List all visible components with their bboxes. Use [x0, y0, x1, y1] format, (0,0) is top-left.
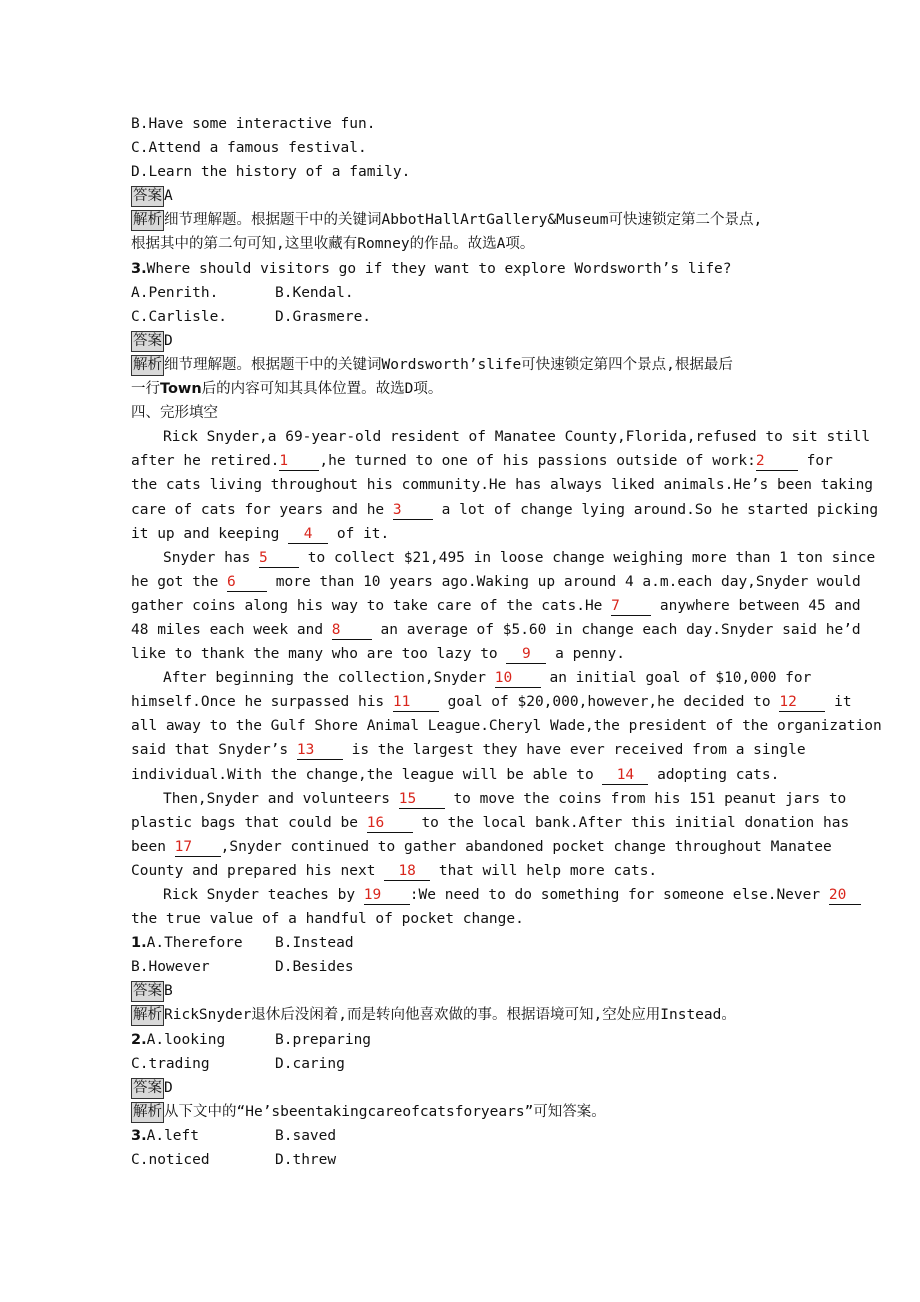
passage-text: County and prepared his next: [131, 862, 376, 879]
passage-line: [131, 859, 791, 883]
passage-text: individual.With the change,the league will be able to: [131, 766, 594, 783]
option-row: [131, 1052, 791, 1076]
answer-line: [131, 979, 791, 1003]
blank-17: 17: [175, 838, 221, 857]
blank-1: 1: [279, 452, 319, 471]
passage-text: it up and keeping: [131, 525, 280, 542]
blank-6: 6: [227, 573, 267, 592]
passage-line: [131, 835, 832, 859]
passage-line: [131, 666, 812, 690]
option-a: A.left: [146, 1127, 199, 1144]
option-d: D.threw: [275, 1152, 337, 1169]
passage-text: an initial goal of $10,000 for: [549, 670, 812, 687]
passage-line: the true value of a handful of pocket change.: [131, 911, 524, 928]
passage-text: plastic bags that could be: [131, 814, 358, 831]
analysis-tag: 解析: [131, 1102, 164, 1123]
passage-line: [131, 811, 850, 835]
question-number: 2.: [131, 1031, 147, 1048]
analysis-text: 细节理解题。根据题干中的关键词Wordsworth’slife可快速锁定第四个景点,根据最后: [164, 356, 733, 373]
option-d: D.caring: [275, 1055, 345, 1072]
blank-2: 2: [756, 452, 798, 471]
blank-16: 16: [367, 814, 413, 833]
blank-11: 11: [393, 693, 439, 712]
question-number: 3.: [131, 260, 147, 277]
analysis-line: [131, 353, 791, 377]
passage-line: [131, 883, 847, 907]
question-text: Where should visitors go if they want to explore Wordsworth’s life?: [146, 260, 732, 277]
passage-text: :We need to do something for someone else.Never: [409, 887, 821, 903]
passage-text: Then,Snyder and volunteers: [163, 790, 390, 807]
analysis-text: 细节理解题。根据题干中的关键词AbbotHallArtGallery&Museum可快速锁定第二个景点,: [164, 212, 763, 229]
passage-line: Rick Snyder,a 69-year-old resident of Manatee County,Florida,refused to sit still: [163, 429, 871, 446]
passage-text: he got the: [131, 573, 219, 590]
answer-line: [131, 1076, 791, 1100]
section-title: 四、完形填空: [131, 405, 218, 422]
option-a: A.Penrith.: [131, 284, 219, 301]
passage-line: [131, 642, 791, 666]
passage-text: of it.: [336, 525, 390, 542]
blank-4: 4: [288, 525, 328, 544]
option-b: B.saved: [275, 1127, 337, 1144]
analysis-text: 从下文中的“He’sbeentakingcareofcatsforyears”可知答案。: [164, 1103, 606, 1120]
analysis-tag: 解析: [131, 355, 164, 376]
analysis-line: [131, 1003, 791, 1027]
document-page: [131, 112, 882, 1172]
analysis-text: 后的内容可知其具体位置。故选D项。: [201, 381, 443, 398]
question-3-stem: [131, 257, 791, 281]
passage-text: himself.Once he surpassed his: [131, 694, 385, 711]
passage-text: more than 10 years ago.Waking up around 4 a.m.each day,Snyder would: [275, 573, 861, 590]
passage-text: care of cats for years and he: [131, 501, 385, 518]
passage-line: [131, 787, 847, 811]
question-number: 1.: [131, 935, 147, 952]
answer-value: A: [164, 188, 173, 205]
option-b: B.Instead: [275, 935, 354, 952]
passage-line: [131, 546, 876, 570]
option-row: [131, 1028, 791, 1052]
option-d: D.Besides: [275, 959, 354, 976]
option-b: B.Kendal.: [275, 284, 354, 301]
answer-value: B: [164, 983, 173, 1000]
option-row: [131, 931, 791, 955]
passage-text: ,Snyder continued to gather abandoned pocket change throughout Manatee: [220, 838, 832, 855]
answer-value: D: [164, 332, 173, 349]
analysis-text: 一行: [131, 381, 160, 398]
passage-line: all away to the Gulf Shore Animal League.Cheryl Wade,the president of the organization: [131, 718, 882, 735]
option-c: C.trading: [131, 1055, 210, 1072]
passage-line: [131, 618, 861, 642]
answer-value: D: [164, 1079, 173, 1096]
passage-text: that will help more cats.: [438, 862, 658, 879]
blank-13: 13: [297, 741, 343, 760]
analysis-line: [131, 1100, 791, 1124]
passage-text: a penny.: [555, 646, 625, 663]
answer-tag: 答案: [131, 1078, 164, 1099]
option-a: A.looking: [146, 1031, 226, 1048]
option-c: C.Attend a famous festival.: [131, 140, 367, 157]
passage-text: Snyder has: [163, 549, 251, 566]
option-c: B.However: [131, 959, 210, 976]
blank-8: 8: [332, 621, 372, 640]
passage-text: adopting cats.: [657, 766, 780, 783]
passage-text: said that Snyder’s: [131, 742, 289, 759]
passage-text: anywhere between 45 and: [659, 597, 861, 614]
passage-line: [131, 690, 852, 714]
blank-20: 20: [829, 886, 861, 905]
blank-10: 10: [495, 669, 541, 688]
option-row: [131, 305, 791, 329]
analysis-text: RickSnyder退休后没闲着,而是转向他喜欢做的事。根据语境可知,空处应用Instead。: [164, 1007, 736, 1024]
passage-text: to move the coins from his 151 peanut jars to: [453, 790, 847, 807]
analysis-line-2: [131, 377, 791, 401]
analysis-keyword: Town: [160, 381, 202, 398]
option-row: [131, 955, 791, 979]
passage-line: [131, 498, 879, 522]
passage-line: [131, 522, 791, 546]
passage-text: after he retired.: [131, 453, 280, 470]
passage-text: goal of $20,000,however,he decided to: [447, 694, 771, 711]
option-row: [131, 281, 791, 305]
passage-line: the cats living throughout his community.He has always liked animals.He’s been taking: [131, 477, 874, 494]
option-b: B.preparing: [275, 1031, 372, 1048]
question-number: 3.: [131, 1127, 147, 1144]
passage-line: [131, 738, 806, 762]
passage-text: for: [806, 453, 833, 470]
passage-text: gather coins along his way to take care of the cats.He: [131, 597, 603, 614]
option-a: A.Therefore: [146, 935, 243, 952]
option-b: B.Have some interactive fun.: [131, 116, 376, 132]
passage-text: to collect $21,495 in loose change weighing more than 1 ton since: [307, 549, 876, 566]
option-c: C.Carlisle.: [131, 308, 228, 325]
passage-text: it: [834, 694, 852, 711]
blank-14: 14: [602, 766, 648, 785]
blank-9: 9: [506, 645, 546, 664]
blank-18: 18: [384, 862, 430, 881]
passage-text: 48 miles each week and: [131, 621, 324, 638]
blank-19: 19: [364, 886, 410, 905]
answer-tag: 答案: [131, 186, 164, 207]
answer-line: [131, 184, 791, 208]
answer-line: [131, 329, 791, 353]
blank-7: 7: [611, 597, 651, 616]
blank-15: 15: [399, 790, 445, 809]
passage-text: to the local bank.After this initial donation has: [421, 814, 850, 831]
passage-line: [131, 594, 861, 618]
option-d: D.Grasmere.: [275, 308, 372, 325]
blank-5: 5: [259, 549, 299, 568]
passage-line: [131, 449, 833, 473]
analysis-line: [131, 208, 791, 232]
passage-text: a lot of change lying around.So he started picking: [441, 501, 879, 518]
analysis-tag: 解析: [131, 210, 164, 231]
answer-tag: 答案: [131, 331, 164, 352]
passage-text: After beginning the collection,Snyder: [163, 670, 487, 687]
option-c: C.noticed: [131, 1152, 210, 1169]
blank-12: 12: [779, 693, 825, 712]
analysis-line-2: 根据其中的第二句可知,这里收藏有Romney的作品。故选A项。: [131, 236, 535, 253]
passage-text: been: [131, 838, 166, 855]
blank-3: 3: [393, 501, 433, 520]
analysis-tag: 解析: [131, 1005, 164, 1026]
passage-text: like to thank the many who are too lazy to: [131, 646, 498, 663]
option-d: D.Learn the history of a family.: [131, 164, 411, 181]
option-row: [131, 1148, 791, 1172]
answer-tag: 答案: [131, 981, 164, 1002]
passage-line: [131, 570, 861, 594]
passage-text: an average of $5.60 in change each day.Snyder said he’d: [380, 621, 861, 638]
passage-text: Rick Snyder teaches by: [163, 887, 356, 903]
passage-text: is the largest they have ever received from a single: [351, 742, 806, 759]
passage-line: [131, 763, 791, 787]
passage-text: ,he turned to one of his passions outside of work:: [319, 453, 756, 470]
option-row: [131, 1124, 791, 1148]
